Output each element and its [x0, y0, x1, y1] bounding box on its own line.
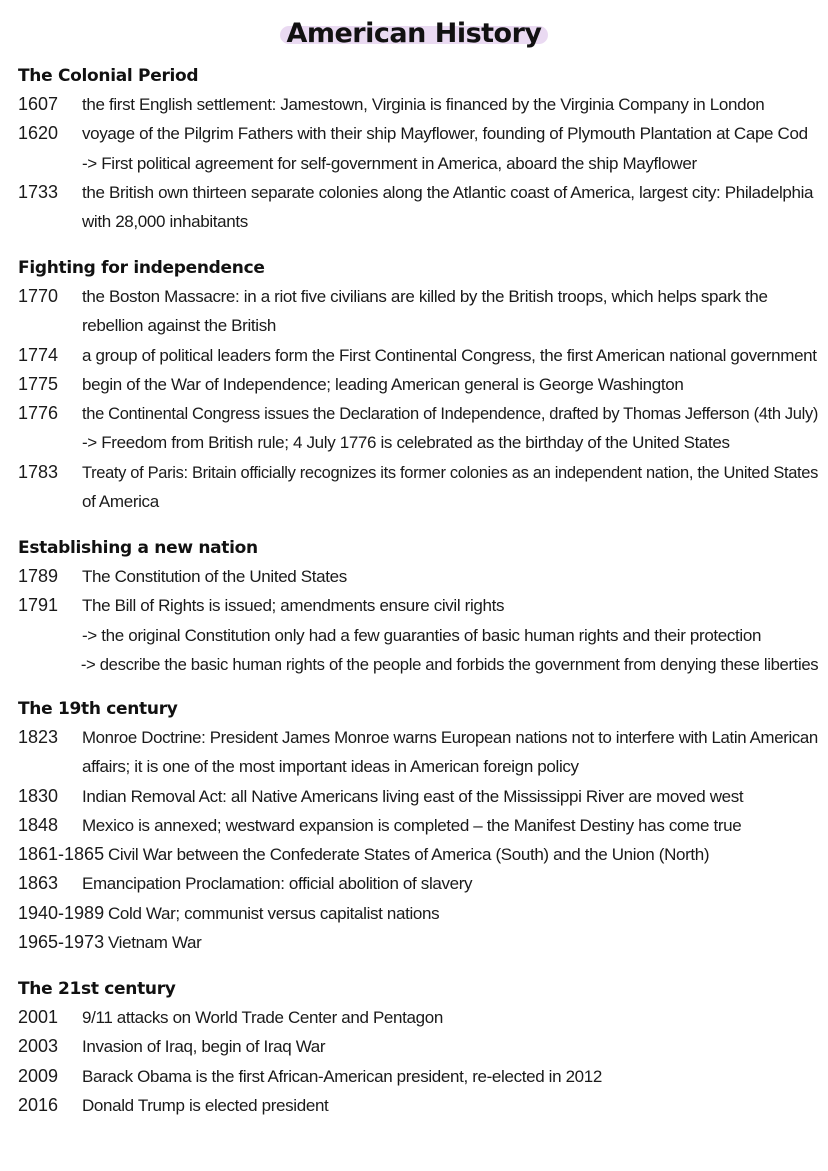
timeline-entry [18, 928, 818, 957]
section-heading: The 19th century [18, 699, 178, 719]
timeline-entry [18, 1003, 818, 1032]
entry-text: Mexico is annexed; westward expansion is completed – the Manifest Destiny has come true [82, 815, 742, 835]
entry-text: Monroe Doctrine: President James Monroe warns European nations not to interfere with Latin American [82, 728, 818, 747]
entry-year: 1789 [18, 566, 59, 586]
entry-text: Cold War; communist versus capitalist nations [108, 903, 440, 923]
entry-text: Barack Obama is the first African-American president, re-elected in 2012 [82, 1066, 602, 1086]
entry-text: the British own thirteen separate colonies along the Atlantic coast of America, largest city: Philadelphia [82, 182, 814, 202]
entry-note: -> First political agreement for self-government in America, aboard the ship Mayflower [82, 153, 697, 173]
section-fighting-for-independence [18, 255, 818, 516]
entry-text-continued: affairs; it is one of the most important ideas in American foreign policy [82, 757, 579, 777]
entry-text: 9/11 attacks on World Trade Center and Pentagon [82, 1008, 443, 1027]
timeline-entry [18, 178, 818, 207]
timeline-entry [18, 119, 818, 148]
entry-text: Donald Trump is elected president [82, 1095, 329, 1115]
timeline-entry [18, 591, 818, 620]
entry-year: 1861-1865 [18, 844, 105, 865]
title-container [0, 18, 828, 49]
entry-text: The Bill of Rights is issued; amendments ensure civil rights [82, 596, 505, 616]
entry-text: Invasion of Iraq, begin of Iraq War [82, 1037, 326, 1057]
entry-year: 2003 [18, 1036, 59, 1057]
entry-year: 1607 [18, 94, 59, 114]
timeline-entry [18, 1091, 818, 1120]
entry-text: Emancipation Proclamation: official abolition of slavery [82, 874, 473, 894]
entry-text-continued: rebellion against the British [82, 316, 276, 336]
entry-year: 2009 [18, 1065, 59, 1086]
section-colonial-period [18, 63, 818, 236]
timeline-entry [18, 1032, 818, 1061]
timeline-entry [18, 1062, 818, 1091]
entry-text: Vietnam War [108, 933, 202, 953]
entry-text: voyage of the Pilgrim Fathers with their ship Mayflower, founding of Plymouth Plantation at Cape Cod [82, 124, 808, 144]
entry-text: begin of the War of Independence; leading American general is George Washington [82, 374, 684, 394]
entry-year: 1863 [18, 873, 59, 894]
entry-note: -> the original Constitution only had a few guaranties of basic human rights and their protection [82, 625, 762, 645]
entry-year: 1791 [18, 595, 59, 616]
entry-text-continued: of America [82, 492, 159, 512]
entry-year: 1940-1989 [18, 902, 105, 923]
section-heading: Fighting for independence [18, 258, 265, 278]
timeline-entry [18, 341, 818, 370]
entry-year: 1775 [18, 373, 59, 394]
section-19th-century [18, 696, 818, 957]
entry-note: -> Freedom from British rule; 4 July 1776 is celebrated as the birthday of the United States [82, 433, 730, 453]
entry-text: Civil War between the Confederate States of America (South) and the Union (North) [108, 845, 710, 865]
entry-text: The Constitution of the United States [82, 567, 347, 586]
entry-text: the Continental Congress issues the Declaration of Independence, drafted by Thomas Jefferson (4th July) [82, 404, 819, 424]
timeline-entry [18, 282, 818, 311]
entry-year: 1783 [18, 461, 59, 482]
timeline-entry [18, 899, 818, 928]
section-heading: The 21st century [18, 979, 176, 999]
timeline-entry [18, 562, 818, 591]
entry-text: Treaty of Paris: Britain officially recognizes its former colonies as an independent nation, the United States [82, 462, 819, 482]
entry-year: 1774 [18, 344, 59, 365]
entry-year: 1965-1973 [18, 932, 105, 953]
entry-text-continued: with 28,000 inhabitants [82, 212, 248, 232]
entry-year: 1733 [18, 181, 59, 202]
entry-year: 2016 [18, 1094, 59, 1115]
section-establishing-new-nation [18, 535, 818, 679]
section-21st-century [18, 976, 818, 1120]
section-heading: The Colonial Period [18, 66, 199, 86]
timeline-entry [18, 370, 818, 399]
timeline-entry [18, 811, 818, 840]
entry-text: a group of political leaders form the First Continental Congress, the first American national government [82, 345, 817, 365]
entry-year: 1620 [18, 123, 59, 144]
entry-note: -> describe the basic human rights of the people and forbids the government from denying these liberties [80, 654, 819, 674]
page-title: American History [282, 18, 545, 49]
entry-year: 1823 [18, 727, 59, 747]
entry-text: Indian Removal Act: all Native Americans living east of the Mississippi River are moved west [82, 786, 744, 806]
timeline-entry [18, 869, 818, 898]
timeline-entry [18, 782, 818, 811]
entry-text: the Boston Massacre: in a riot five civilians are killed by the British troops, which helps spark the [82, 287, 768, 306]
entry-year: 1770 [18, 286, 59, 306]
timeline-entry [18, 90, 818, 119]
timeline-entry [18, 458, 818, 487]
timeline-entry [18, 840, 818, 869]
timeline-entry [18, 723, 818, 752]
section-heading: Establishing a new nation [18, 538, 258, 558]
entry-year: 2001 [18, 1007, 59, 1027]
entry-year: 1830 [18, 785, 59, 806]
entry-text: the first English settlement: Jamestown, Virginia is financed by the Virginia Company in London [82, 95, 765, 114]
entry-year: 1776 [18, 403, 59, 424]
timeline-entry [18, 399, 818, 428]
entry-year: 1848 [18, 814, 59, 835]
